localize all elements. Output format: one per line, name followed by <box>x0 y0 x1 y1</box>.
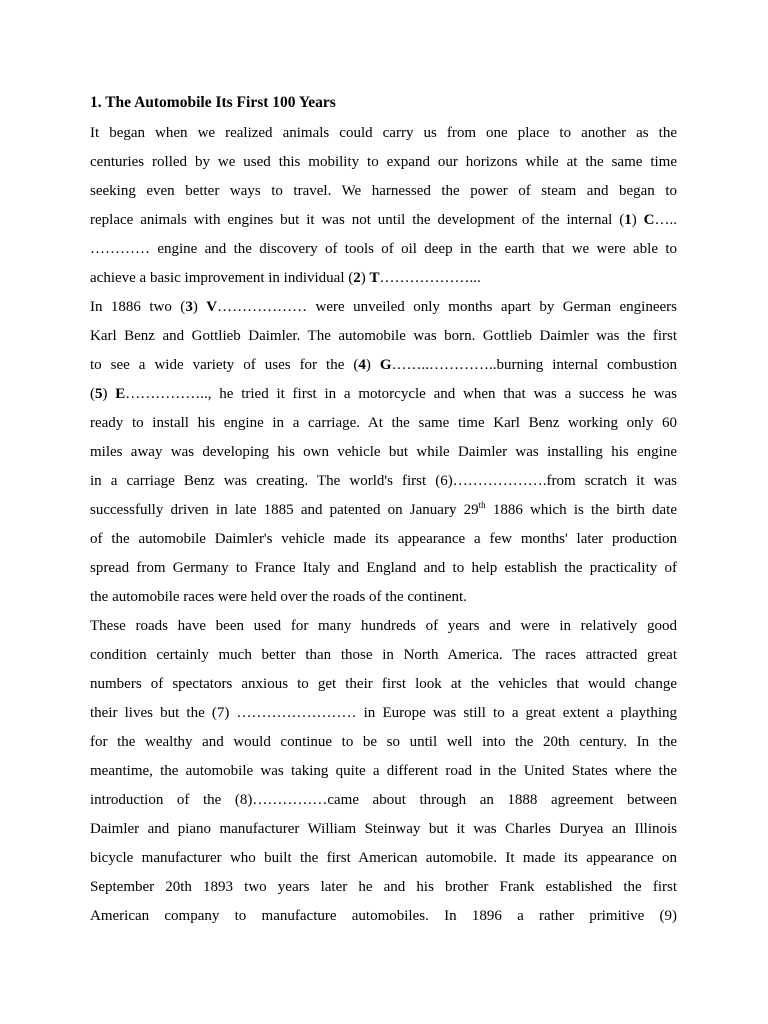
page-title: 1. The Automobile Its First 100 Years <box>90 94 336 111</box>
text-line: ready to install his engine in a carriage. At the same time Karl Benz working only 60 <box>90 415 677 431</box>
text-line: meantime, the automobile was taking quite a different road in the United States where the <box>90 763 677 779</box>
text-line: Karl Benz and Gottlieb Daimler. The automobile was born. Gottlieb Daimler was the first <box>90 328 677 344</box>
text-line: American company to manufacture automobiles. In 1896 a rather primitive (9) <box>90 908 677 924</box>
text-line: to see a wide variety of uses for the (4) G……..…………..burning internal combustion <box>90 357 677 373</box>
text-line: of the automobile Daimler's vehicle made its appearance a few months' later production <box>90 531 677 547</box>
text-line: ………… engine and the discovery of tools of oil deep in the earth that we were able to <box>90 241 677 257</box>
text-line: introduction of the (8)……………came about through an 1888 agreement between <box>90 792 677 808</box>
body-text <box>90 119 677 931</box>
text-line: bicycle manufacturer who built the first American automobile. It made its appearance on <box>90 850 677 866</box>
text-line: achieve a basic improvement in individual (2) T………………... <box>90 270 481 286</box>
text-line: successfully driven in late 1885 and patented on January 29th 1886 which is the birth date <box>90 500 677 518</box>
text-line: numbers of spectators anxious to get their first look at the vehicles that would change <box>90 676 677 692</box>
text-line: the automobile races were held over the roads of the continent. <box>90 589 467 605</box>
text-line: (5) E…………….., he tried it first in a motorcycle and when that was a success he was <box>90 386 677 402</box>
text-line: spread from Germany to France Italy and England and to help establish the practicality of <box>90 560 677 576</box>
text-line: centuries rolled by we used this mobility to expand our horizons while at the same time <box>90 154 677 170</box>
text-line: It began when we realized animals could carry us from one place to another as the <box>90 125 677 141</box>
text-line: for the wealthy and would continue to be so until well into the 20th century. In the <box>90 734 677 750</box>
text-line: miles away was developing his own vehicle but while Daimler was installing his engine <box>90 444 677 460</box>
text-line: These roads have been used for many hundreds of years and were in relatively good <box>90 618 677 634</box>
text-line: Daimler and piano manufacturer William Steinway but it was Charles Duryea an Illinois <box>90 821 677 837</box>
text-line: In 1886 two (3) V……………… were unveiled only months apart by German engineers <box>90 299 677 315</box>
text-line: September 20th 1893 two years later he and his brother Frank established the first <box>90 879 677 895</box>
text-line: condition certainly much better than those in North America. The races attracted great <box>90 647 677 663</box>
text-line: replace animals with engines but it was not until the development of the internal (1) C….. <box>90 212 677 228</box>
text-line: in a carriage Benz was creating. The world's first (6)……………….from scratch it was <box>90 473 677 489</box>
document-page <box>90 92 677 931</box>
text-line: their lives but the (7) …………………… in Europe was still to a great extent a plaything <box>90 705 677 721</box>
text-line: seeking even better ways to travel. We harnessed the power of steam and began to <box>90 183 677 199</box>
